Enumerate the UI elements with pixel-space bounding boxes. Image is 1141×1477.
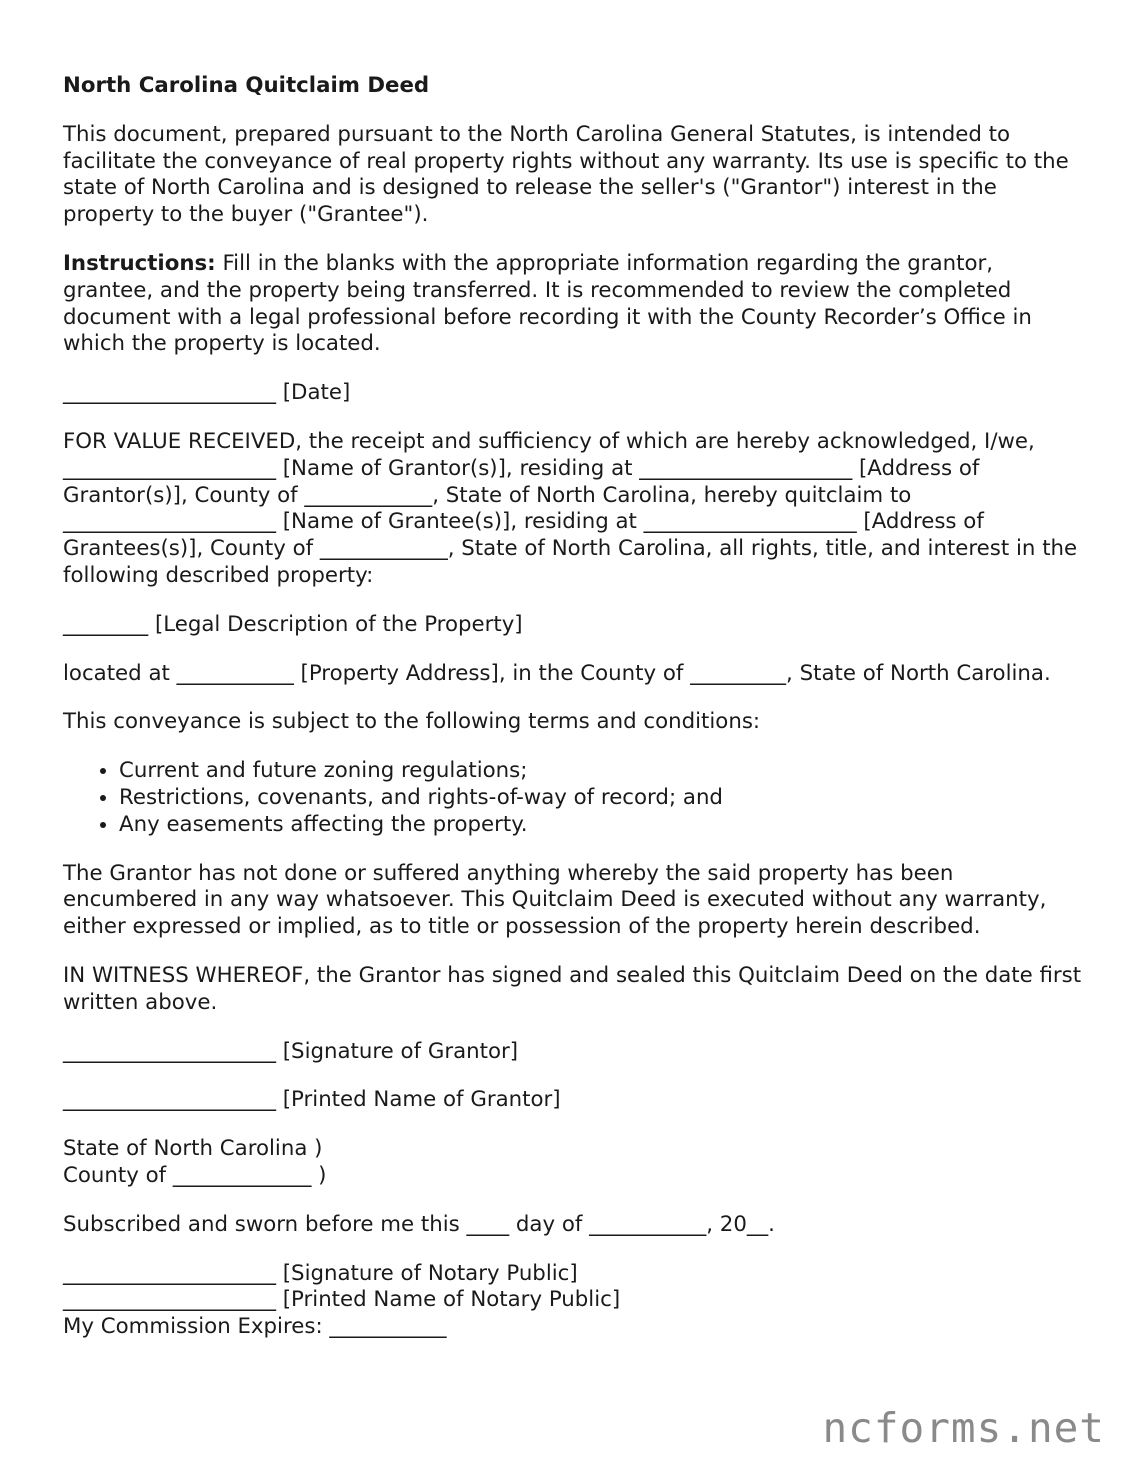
grantor-printed-name-line: ____________________ [Printed Name of Grantor] [63,1087,561,1113]
list-item: • Restrictions, covenants, and rights-of-way of record; and [119,785,1083,812]
grantor-signature-line: ____________________ [Signature of Grantor] [63,1038,519,1064]
instructions-paragraph [63,251,1083,358]
terms-intro: This conveyance is subject to the following terms and conditions: [63,709,761,735]
state-line: State of North Carolina ) [63,1136,323,1162]
sworn-line: Subscribed and sworn before me this ____ day of ___________, 20__. [63,1211,775,1237]
document-title: North Carolina Quitclaim Deed [63,73,430,98]
conveyance-paragraph: FOR VALUE RECEIVED, the receipt and sufficiency of which are hereby acknowledged, I/we, ____________________ [Name of Grantor(s)], residing at ____________________ [Address of Grantor(s)], County of ____________, State of North Carolina, hereby quitclaim to ____________________ [Name of Grantee(s)], residing at ____________________ [Address of Grantees(s)], County of ____________, State of North Carolina, all rights, title, and interest in the following described property: [63,428,1078,588]
terms-list [63,758,1083,838]
legal-description-line: ________ [Legal Description of the Property] [63,611,523,637]
county-line: County of _____________ ) [63,1162,327,1188]
document-page [63,73,1083,1341]
commission-expires-line: My Commission Expires: ___________ [63,1314,447,1340]
instructions-text: Fill in the blanks with the appropriate information regarding the grantor, grantee, and the property being transferred. It is recommended to review the completed document with a legal professional before recording it with the County Recorder’s Office in which the property is located. [63,250,1032,357]
no-encumbrance-paragraph: The Grantor has not done or suffered anything whereby the said property has been encumbered in any way whatsoever. This Quitclaim Deed is executed without any warranty, either expressed or implied, as to title or possession of the property herein described. [63,860,1047,940]
list-item: • Current and future zoning regulations; [119,758,1083,785]
property-location-paragraph: located at ___________ [Property Address], in the County of _________, State of North Carolina. [63,660,1051,686]
notary-signature-line: ____________________ [Signature of Notary Public] [63,1260,578,1286]
instructions-label: Instructions: [63,250,216,276]
date-line: ____________________ [Date] [63,380,351,406]
list-item: • Any easements affecting the property. [119,812,1083,839]
intro-paragraph: This document, prepared pursuant to the North Carolina General Statutes, is intended to facilitate the conveyance of real property rights without any warranty. Its use is specific to the state of North Carolina and is designed to release the seller's ("Grantor") interest in the property to the buyer ("Grantee"). [63,121,1069,228]
notary-printed-name-line: ____________________ [Printed Name of Notary Public] [63,1287,621,1313]
site-watermark: ncforms.net [822,1404,1105,1452]
witness-paragraph: IN WITNESS WHEREOF, the Grantor has signed and sealed this Quitclaim Deed on the date first written above. [63,962,1082,1015]
